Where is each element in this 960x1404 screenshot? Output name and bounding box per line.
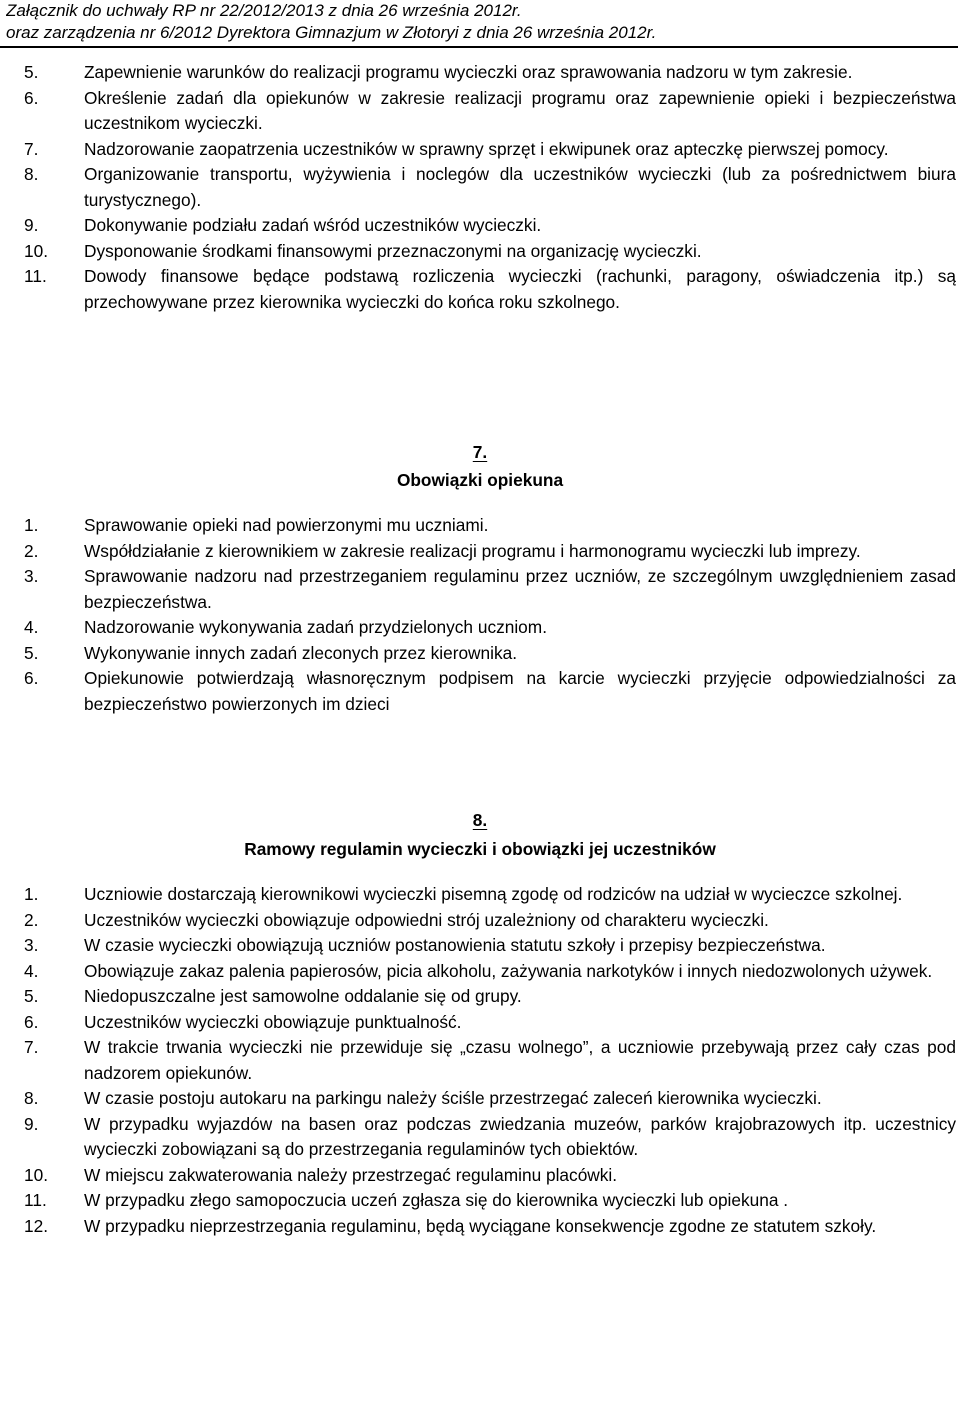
- item-text: Sprawowanie opieki nad powierzonymi mu uczniami.: [84, 515, 489, 535]
- list-item: [0, 513, 960, 539]
- item-number: 11.: [24, 1190, 47, 1210]
- list-item: [0, 666, 960, 717]
- list-item: [0, 264, 960, 315]
- list-item: [0, 615, 960, 641]
- item-number: 5.: [24, 642, 39, 663]
- list-item: [0, 1188, 960, 1214]
- item-number: 9.: [24, 215, 39, 235]
- item-text: Zapewnienie warunków do realizacji programu wycieczki oraz sprawowania nadzoru w tym zakresie.: [84, 62, 853, 82]
- item-text: W trakcie trwania wycieczki nie przewiduje się „czasu wolnego”, a uczniowie przebywają przez cały czas pod nadzorem opiekunów.: [84, 1037, 956, 1083]
- list-item: [0, 213, 960, 239]
- list-item: [0, 1163, 960, 1189]
- item-number: 4.: [24, 617, 39, 637]
- item-text: Uczestników wycieczki obowiązuje punktualność.: [84, 1011, 462, 1032]
- list-item: [0, 1086, 960, 1112]
- list-item: [0, 1035, 960, 1086]
- header-line-2: oraz zarządzenia nr 6/2012 Dyrektora Gimnazjum w Złotoryi z dnia 26 września 2012r.: [6, 23, 657, 42]
- item-text: Określenie zadań dla opiekunów w zakresie realizacji programu oraz zapewnienie opieki i bezpieczeństwa uczestnikom wycieczki.: [84, 87, 956, 133]
- list-item: [0, 933, 960, 959]
- item-number: 11.: [24, 266, 47, 286]
- item-text: W czasie wycieczki obowiązują uczniów postanowienia statutu szkoły i przepisy bezpieczeństwa.: [84, 935, 826, 955]
- item-number: 7.: [24, 138, 39, 159]
- list-item: [0, 959, 960, 985]
- section-8-title: Ramowy regulamin wycieczki i obowiązki jej uczestników: [244, 839, 716, 859]
- list-item: [0, 641, 960, 667]
- list-item: [0, 239, 960, 265]
- list-item: [0, 1112, 960, 1163]
- document-header: [6, 0, 956, 44]
- item-number: 5.: [24, 986, 39, 1006]
- section-8-number-text: 8.: [472, 810, 488, 830]
- item-number: 5.: [24, 62, 39, 82]
- item-text: Niedopuszczalne jest samowolne oddalanie się od grupy.: [84, 986, 522, 1006]
- item-text: Współdziałanie z kierownikiem w zakresie realizacji programu i harmonogramu wycieczki lub imprezy.: [84, 540, 861, 561]
- item-number: 7.: [24, 1037, 39, 1057]
- item-text: W przypadku złego samopoczucia uczeń zgłasza się do kierownika wycieczki lub opiekuna .: [84, 1190, 789, 1210]
- item-number: 1.: [24, 884, 39, 904]
- item-text: W czasie postoju autokaru na parkingu należy ściśle przestrzegać zaleceń kierownika wycieczki.: [84, 1088, 822, 1108]
- item-text: Uczestników wycieczki obowiązuje odpowiedni strój uzależniony od charakteru wycieczki.: [84, 909, 769, 930]
- item-number: 6.: [24, 1011, 39, 1032]
- section-7-number: [0, 440, 960, 464]
- list-item: [0, 908, 960, 934]
- item-number: 9.: [24, 1113, 39, 1134]
- item-text: Opiekunowie potwierdzają własnoręcznym podpisem na karcie wycieczki przyjęcie odpowiedzialności za bezpieczeństwo powierzonych im dzieci: [84, 668, 956, 714]
- header-line-1: Załącznik do uchwały RP nr 22/2012/2013 z dnia 26 września 2012r.: [6, 1, 522, 20]
- list-section-7: [0, 513, 960, 717]
- item-text: Obowiązuje zakaz palenia papierosów, picia alkoholu, zażywania narkotyków i innych niedozwolonych używek.: [84, 960, 933, 981]
- list-item: [0, 60, 960, 86]
- item-number: 2.: [24, 909, 39, 930]
- item-number: 1.: [24, 515, 39, 535]
- list-item: [0, 564, 960, 615]
- item-text: Dysponowanie środkami finansowymi przeznaczonymi na organizację wycieczki.: [84, 240, 702, 261]
- header-divider: [0, 46, 958, 48]
- item-number: 10.: [24, 1164, 49, 1185]
- list-item: [0, 882, 960, 908]
- item-number: 10.: [24, 240, 49, 261]
- section-7-number-text: 7.: [472, 442, 488, 462]
- item-number: 8.: [24, 1088, 39, 1108]
- item-text: Sprawowanie nadzoru nad przestrzeganiem regulaminu przez uczniów, ze szczególnym uwzględnieniem zasad bezpieczeństwa.: [84, 566, 956, 612]
- item-text: W miejscu zakwaterowania należy przestrzegać regulaminu placówki.: [84, 1164, 618, 1185]
- item-number: 4.: [24, 960, 39, 981]
- item-text: Wykonywanie innych zadań zleconych przez kierownika.: [84, 642, 518, 663]
- item-text: Nadzorowanie wykonywania zadań przydzielonych uczniom.: [84, 617, 547, 637]
- item-number: 6.: [24, 87, 39, 108]
- item-number: 8.: [24, 164, 39, 184]
- list-item: [0, 539, 960, 565]
- list-item: [0, 984, 960, 1010]
- list-item: [0, 1214, 960, 1240]
- item-number: 3.: [24, 935, 39, 955]
- item-text: W przypadku wyjazdów na basen oraz podczas zwiedzania muzeów, parków krajobrazowych itp. uczestnicy wycieczki zobowiązani są do przestrzegania regulaminów tych obiektów.: [84, 1113, 956, 1159]
- section-7-title: Obowiązki opiekuna: [396, 470, 564, 490]
- item-text: W przypadku nieprzestrzegania regulaminu, będą wyciągane konsekwencje zgodne ze statutem szkoły.: [84, 1215, 877, 1236]
- section-8-number: [0, 808, 960, 832]
- list-item: [0, 86, 960, 137]
- item-number: 12.: [24, 1215, 49, 1236]
- item-text: Organizowanie transportu, wyżywienia i noclegów dla uczestników wycieczki (lub za pośrednictwem biura turystycznego).: [84, 164, 956, 210]
- item-text: Dowody finansowe będące podstawą rozliczenia wycieczki (rachunki, paragony, oświadczenia itp.) są przechowywane przez kierownika wycieczki do końca roku szkolnego.: [84, 266, 956, 312]
- item-number: 2.: [24, 540, 39, 561]
- item-text: Dokonywanie podziału zadań wśród uczestników wycieczki.: [84, 215, 542, 235]
- list-section-8: [0, 882, 960, 1239]
- item-text: Uczniowie dostarczają kierownikowi wycieczki pisemną zgodę od rodziców na udział w wycieczce szkolnej.: [84, 884, 903, 904]
- item-number: 6.: [24, 668, 39, 688]
- list-item: [0, 162, 960, 213]
- item-number: 3.: [24, 566, 39, 586]
- item-text: Nadzorowanie zaopatrzenia uczestników w sprawny sprzęt i ekwipunek oraz apteczkę pierwszej pomocy.: [84, 138, 889, 159]
- list-item: [0, 1010, 960, 1036]
- list-kierownik-duties: [0, 60, 960, 315]
- list-item: [0, 137, 960, 163]
